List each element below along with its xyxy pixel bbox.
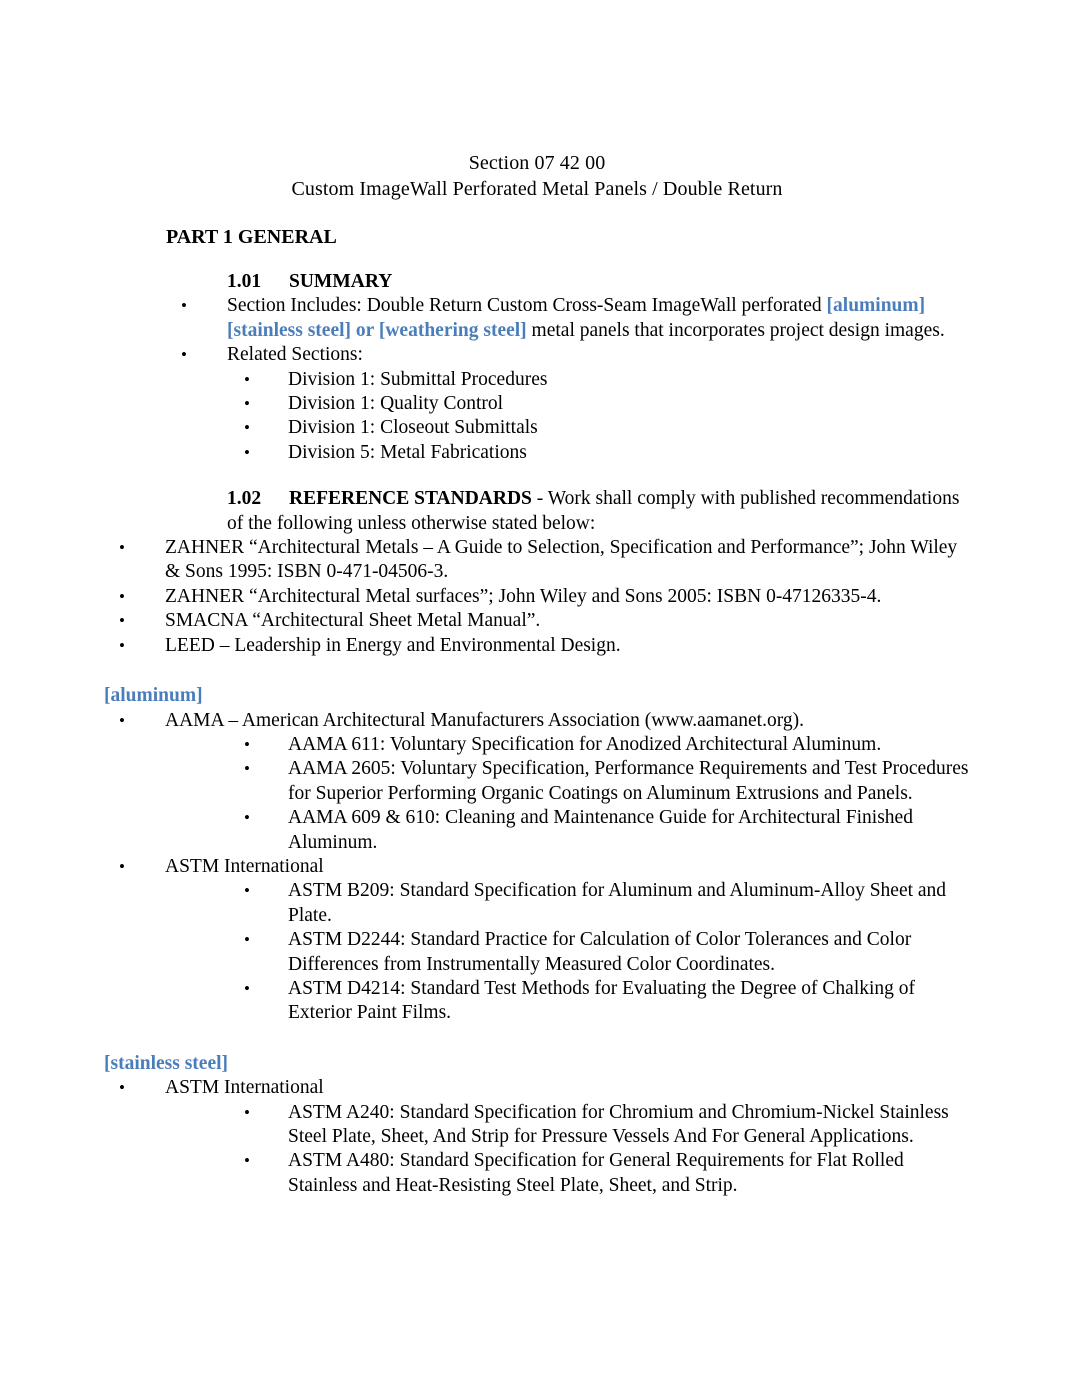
list-item-related-section: • Division 1: Submittal Procedures [0,368,1074,392]
list-item-section-includes [0,294,1074,343]
list-item-reference-standard: • ZAHNER “Architectural Metals – A Guide to Selection, Specification and Performance”; John Wiley & Sons 1995: ISBN 0-471-04506-3. [0,536,1074,585]
spacer [0,465,1074,487]
subsection-number: 1.01 [227,271,262,292]
section-includes-tail: metal panels that incorporates project design images. [526,319,945,341]
section-name-title: Custom ImageWall Perforated Metal Panels / Double Return [291,178,783,200]
option-or-conjunction: or [351,319,379,341]
list-item-standard: • ASTM B209: Standard Specification for Aluminum and Aluminum-Alloy Sheet and Plate. [0,879,1074,928]
list-item-reference-standard: • LEED – Leadership in Energy and Environmental Design. [0,634,1074,658]
list-item-organization: • AAMA – American Architectural Manufacturers Association (www.aamanet.org). [0,709,1074,733]
list-item-reference-standard: • ZAHNER “Architectural Metal surfaces”; John Wiley and Sons 2005: ISBN 0-47126335-4. [0,585,1074,609]
option-stainless-inline: [stainless steel] [227,319,352,341]
list-item-organization: • ASTM International [0,855,1074,879]
list-item-standard: • ASTM D2244: Standard Practice for Calculation of Color Tolerances and Color Differences from Instrumentally Measured Color Coordinates. [0,928,1074,977]
section-number-title: Section 07 42 00 [468,152,606,174]
option-aluminum-inline: [aluminum] [826,295,926,317]
list-item-standard: • ASTM A240: Standard Specification for Chromium and Chromium-Nickel Stainless Steel Plate, Sheet, And Strip for Pressure Vessels And For General Applications. [0,1101,1074,1150]
part-heading: PART 1 GENERAL [166,226,337,248]
list-item-standard: • AAMA 2605: Voluntary Specification, Performance Requirements and Test Procedures for Superior Performing Organic Coatings on Aluminum Extrusions and Panels. [0,757,1074,806]
list-item-reference-standard: • SMACNA “Architectural Sheet Metal Manual”. [0,609,1074,633]
material-group-label-aluminum: [aluminum] [104,685,203,707]
list-item-standard: • ASTM A480: Standard Specification for General Requirements for Flat Rolled Stainless and Heat-Resisting Steel Plate, Sheet, and Strip. [0,1149,1074,1198]
list-item-related-section: • Division 1: Closeout Submittals [0,416,1074,440]
list-item-related-section: • Division 5: Metal Fabrications [0,441,1074,465]
list-item-related-section: • Division 1: Quality Control [0,392,1074,416]
subsection-number: 1.02 [227,488,262,510]
list-item-standard: • AAMA 609 & 610: Cleaning and Maintenance Guide for Architectural Finished Aluminum. [0,806,1074,855]
spacer [0,1026,1074,1052]
list-item-standard: • AAMA 611: Voluntary Specification for Anodized Architectural Aluminum. [0,733,1074,757]
option-weathering-inline: [weathering steel] [378,319,527,341]
section-includes-lead: Section Includes: Double Return Custom Cross-Seam ImageWall perforated [227,295,827,317]
subsection-trailing-text: - Work shall comply with published recommendations of the following unless otherwise stated below: [227,488,960,534]
spacer [0,658,1074,684]
document-body [0,270,1074,1198]
material-group-label-stainless-steel: [stainless steel] [104,1052,229,1074]
list-item-standard: • ASTM D4214: Standard Test Methods for Evaluating the Degree of Chalking of Exterior Paint Films. [0,977,1074,1026]
list-item-related-sections-label: • Related Sections: [0,343,1074,367]
subsection-heading-summary [0,270,1074,294]
document-title-block [0,150,1074,202]
subsection-title: REFERENCE STANDARDS [289,488,532,510]
subsection-title: SUMMARY [289,271,393,292]
list-item-organization: • ASTM International [0,1076,1074,1100]
subsection-heading-reference-standards [0,487,1074,536]
